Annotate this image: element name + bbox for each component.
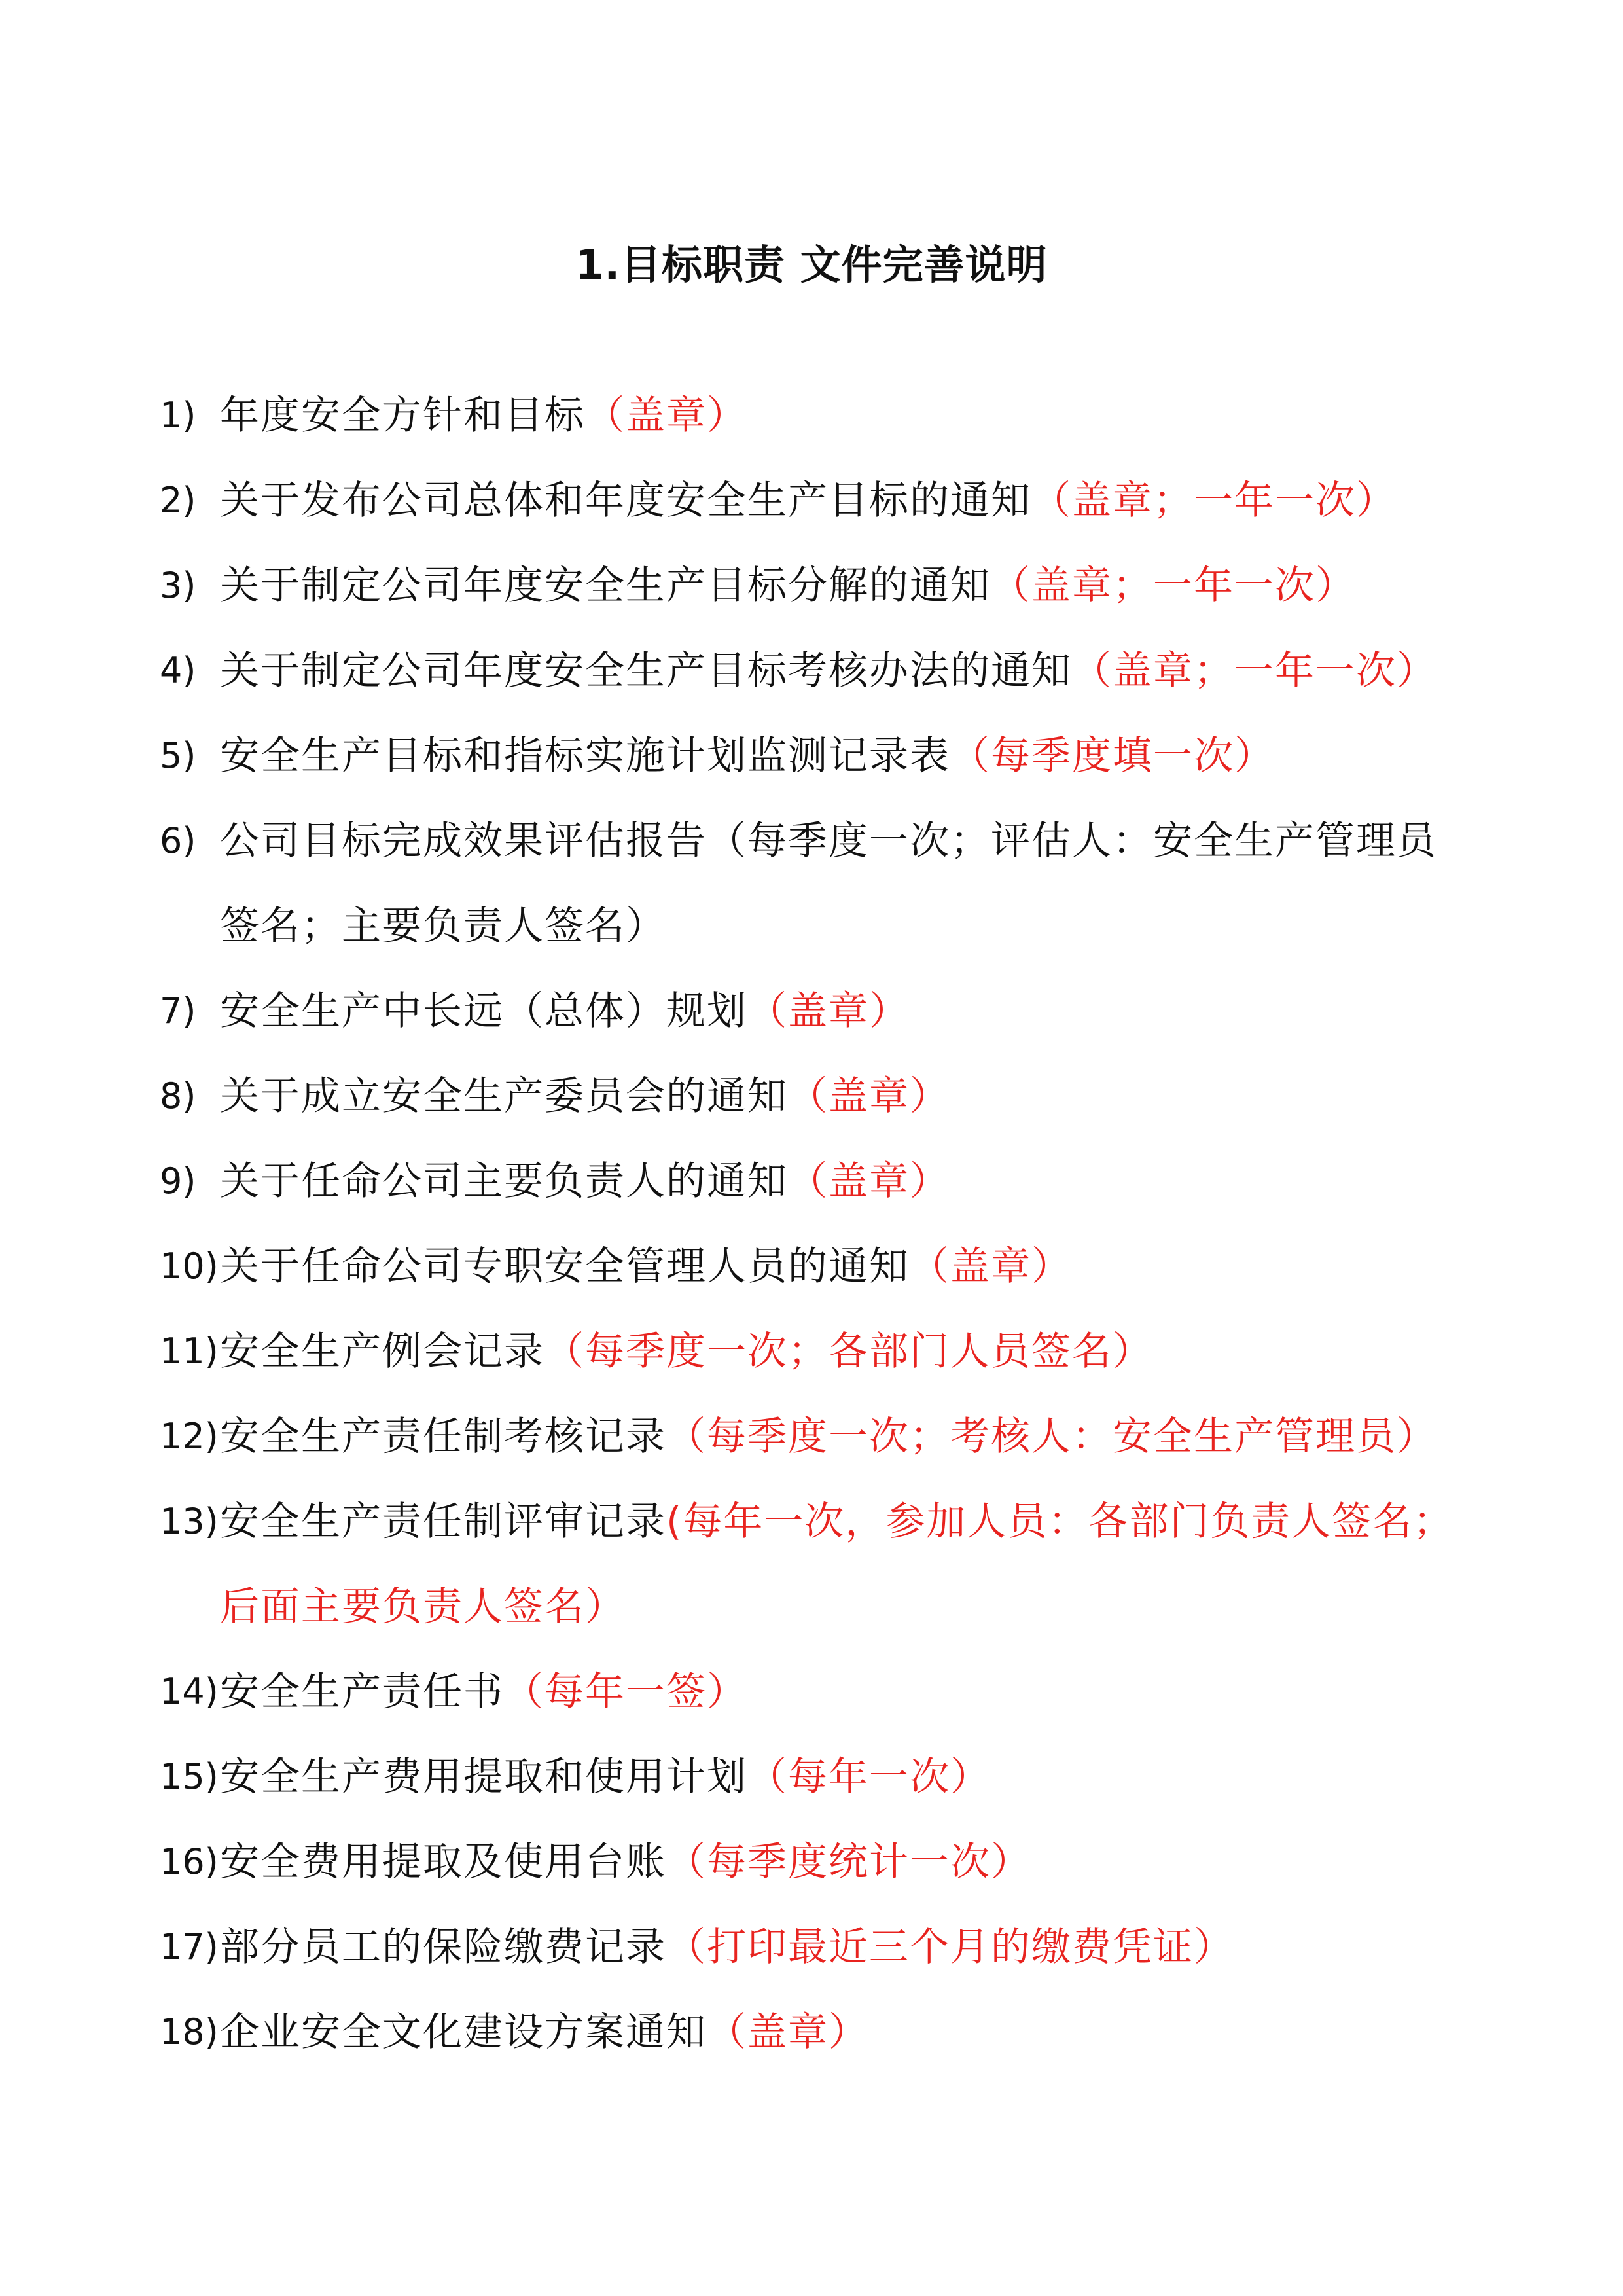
item-number: 15): [160, 1756, 219, 1797]
item-number: 3): [160, 565, 196, 606]
item-number: 2): [160, 480, 196, 521]
list-item: [160, 1820, 1541, 1905]
list-item: [160, 458, 1541, 543]
item-number: 12): [160, 1416, 219, 1457]
item-text: 安全生产目标和指标实施计划监测记录表: [220, 733, 950, 779]
item-body: [220, 1820, 1541, 1905]
item-line: [220, 1479, 1541, 1564]
item-number: 9): [160, 1160, 196, 1202]
list-item: [160, 628, 1541, 713]
item-number: 5): [160, 735, 196, 776]
item-body: [220, 1990, 1541, 2075]
item-number: 16): [160, 1841, 219, 1882]
item-note: （盖章；一年一次）: [1031, 478, 1397, 524]
item-text: 安全生产费用提取和使用计划: [220, 1754, 747, 1800]
item-note: （盖章）: [910, 1244, 1072, 1289]
item-note: （盖章）: [707, 2009, 869, 2055]
item-body: [220, 1905, 1541, 1990]
item-text: 年度安全方针和目标: [220, 393, 585, 439]
item-number: 18): [160, 2011, 219, 2053]
list-item: [160, 1139, 1541, 1224]
item-text: 关于任命公司专职安全管理人员的通知: [220, 1244, 910, 1289]
item-note: （每年一次）: [747, 1754, 991, 1800]
item-note: （每季度统计一次）: [666, 1839, 1031, 1885]
item-number: 4): [160, 650, 196, 691]
item-text: 关于发布公司总体和年度安全生产目标的通知: [220, 478, 1031, 524]
item-body: [220, 713, 1541, 798]
item-note: （盖章）: [788, 1073, 950, 1119]
item-note: （盖章；一年一次）: [1072, 648, 1437, 694]
list-item: [160, 1224, 1541, 1309]
item-text: 安全生产责任制考核记录: [220, 1414, 666, 1460]
item-body: [220, 1054, 1541, 1139]
list-item: [160, 543, 1541, 628]
item-note: （打印最近三个月的缴费凭证）: [666, 1924, 1234, 1970]
item-text: 部分员工的保险缴费记录: [220, 1924, 666, 1970]
item-text: 安全生产责任书: [220, 1669, 504, 1715]
list-item: [160, 1309, 1541, 1394]
list-item: [160, 798, 1541, 969]
list-item: [160, 373, 1541, 458]
item-number: 6): [160, 820, 196, 861]
item-body: [220, 1309, 1541, 1394]
item-note: （每季度填一次）: [950, 733, 1275, 779]
item-body: [220, 458, 1541, 543]
item-text: 安全生产中长远（总体）规划: [220, 988, 747, 1034]
item-note: （盖章；一年一次）: [991, 563, 1356, 609]
list-item: [160, 1054, 1541, 1139]
item-body: [220, 1394, 1541, 1479]
list-item: [160, 1905, 1541, 1990]
item-number: 14): [160, 1671, 219, 1712]
list-item: [160, 1649, 1541, 1734]
list-item: [160, 1734, 1541, 1820]
item-number: 8): [160, 1075, 196, 1117]
list-item: [160, 969, 1541, 1054]
item-number: 11): [160, 1331, 219, 1372]
item-body: [220, 1734, 1541, 1820]
item-text: 关于制定公司年度安全生产目标分解的通知: [220, 563, 991, 609]
item-body: [220, 798, 1541, 969]
item-text: 公司目标完成效果评估报告（每季度一次；评估人：安全生产管理员: [220, 818, 1437, 864]
item-note: （盖章）: [585, 393, 747, 439]
item-text: 关于任命公司主要负责人的通知: [220, 1158, 788, 1204]
item-body: [220, 1479, 1541, 1649]
item-text: 安全生产例会记录: [220, 1329, 544, 1374]
item-text-continued: 签名；主要负责人签名）: [220, 903, 666, 949]
item-note: （每年一签）: [504, 1669, 747, 1715]
item-number: 13): [160, 1501, 219, 1542]
list-item: [160, 1394, 1541, 1479]
item-number: 17): [160, 1926, 219, 1967]
page-title: 1.目标职责 文件完善说明: [575, 240, 1048, 289]
item-text: 安全费用提取及使用台账: [220, 1839, 666, 1885]
list-item: [160, 1479, 1541, 1649]
item-text: 关于成立安全生产委员会的通知: [220, 1073, 788, 1119]
item-body: [220, 969, 1541, 1054]
document-list: [160, 373, 1541, 2075]
item-text: 关于制定公司年度安全生产目标考核办法的通知: [220, 648, 1072, 694]
item-note-continued: 后面主要负责人签名）: [220, 1584, 626, 1630]
item-text: 安全生产责任制评审记录: [220, 1499, 666, 1545]
item-body: [220, 1224, 1541, 1309]
item-number: 1): [160, 395, 196, 436]
item-body: [220, 373, 1541, 458]
list-item: [160, 713, 1541, 798]
item-note: （盖章）: [788, 1158, 950, 1204]
item-number: 7): [160, 990, 196, 1031]
item-number: 10): [160, 1246, 219, 1287]
item-body: [220, 1649, 1541, 1734]
item-body: [220, 628, 1541, 713]
item-text: 企业安全文化建设方案通知: [220, 2009, 707, 2055]
item-note: （盖章）: [747, 988, 910, 1034]
item-body: [220, 1139, 1541, 1224]
item-note: （每季度一次；各部门人员签名）: [544, 1329, 1153, 1374]
item-note: （每季度一次；考核人：安全生产管理员）: [666, 1414, 1437, 1460]
list-item: [160, 1990, 1541, 2075]
item-body: [220, 543, 1541, 628]
item-note: (每年一次，参加人员：各部门负责人签名；: [666, 1499, 1454, 1545]
